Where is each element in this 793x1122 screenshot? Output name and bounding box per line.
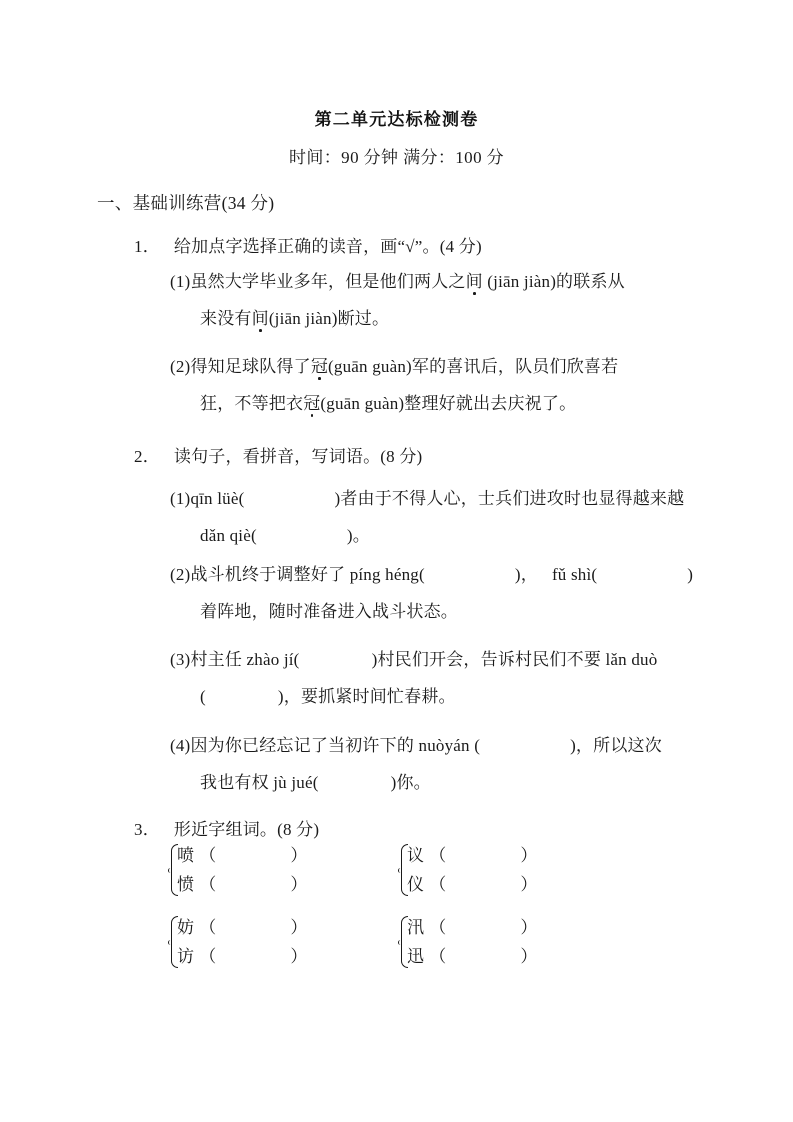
brace-row <box>168 913 708 971</box>
emphasis-char: 间 <box>252 304 269 329</box>
char-label: 喷 <box>177 846 195 865</box>
item-text: 村主任 <box>190 650 247 669</box>
question-1-number: 1． <box>134 237 160 256</box>
curly-brace-icon <box>398 841 407 899</box>
paren-close: )， <box>570 736 594 755</box>
question-2-item-2-line-1 <box>170 560 693 585</box>
question-1-prompt <box>134 232 482 257</box>
item-text: 我也有权 <box>200 773 274 792</box>
item-label: (1) <box>170 272 191 291</box>
paren-open: （ <box>199 947 217 966</box>
pinyin-hint: fǔ shì( <box>551 565 598 584</box>
paren-close: ) <box>371 650 378 669</box>
emphasis-char: 冠 <box>311 352 328 377</box>
brace-group <box>398 841 628 899</box>
brace-item <box>407 942 628 971</box>
item-text-tail: (jiān jiàn)断过。 <box>268 309 390 328</box>
char-label: 妨 <box>177 918 195 937</box>
paren-close: ） <box>520 846 538 865</box>
paren-close: ） <box>520 875 538 894</box>
brace-item <box>177 870 398 899</box>
brace-item <box>407 913 628 942</box>
pinyin-hint: dǎn qiè( <box>200 526 257 545</box>
item-text: 要抓紧时间忙春耕。 <box>300 687 456 706</box>
paren-open: （ <box>429 918 447 937</box>
curly-brace-icon <box>168 841 177 899</box>
paren-close: ) <box>334 489 341 508</box>
item-text-tail: (guān guàn)整理好就出去庆祝了。 <box>320 394 577 413</box>
item-text-tail: (jiān jiàn)的联系从 <box>482 272 625 291</box>
paren-open: （ <box>429 947 447 966</box>
char-label: 议 <box>407 846 425 865</box>
page-title: 第二单元达标检测卷 <box>314 110 479 130</box>
pinyin-hint: jù jué( <box>273 773 319 792</box>
item-text: 村民们开会，告诉村民们不要 <box>377 650 606 669</box>
paren-open: （ <box>429 846 447 865</box>
question-2-item-3-line-2 <box>200 682 456 707</box>
paren-close: )， <box>277 687 301 706</box>
paren-open: （ <box>429 875 447 894</box>
section-heading-basics: 一、基础训练营(34 分) <box>97 193 275 213</box>
exam-meta-line: 时间：90 分钟 满分：100 分 <box>288 148 505 167</box>
paren-close: ） <box>290 947 308 966</box>
pinyin-hint: lǎn duò <box>605 650 658 669</box>
question-1-item-2-line-2 <box>200 389 576 414</box>
char-label: 汛 <box>407 918 425 937</box>
paren-close: ) <box>390 773 397 792</box>
brace-group <box>168 841 398 899</box>
item-text: 战斗机终于调整好了 <box>190 565 350 584</box>
paren-open: （ <box>199 918 217 937</box>
item-label: (1) <box>170 489 191 508</box>
paren-close: ） <box>290 846 308 865</box>
paren-close: ) <box>687 565 694 584</box>
brace-item <box>407 841 628 870</box>
question-3-text: 形近字组词。(8 分) <box>173 820 320 839</box>
brace-item <box>177 913 398 942</box>
question-2-item-4-line-2 <box>200 768 431 793</box>
item-label: (4) <box>170 736 191 755</box>
item-text: 所以这次 <box>593 736 662 755</box>
question-1-item-1-line-2 <box>200 304 389 329</box>
pinyin-hint: píng héng( <box>349 565 425 584</box>
item-text-tail: (guān guàn)军的喜讯后，队员们欣喜若 <box>328 357 619 376</box>
question-2-number: 2． <box>134 447 160 466</box>
question-1-item-1-line-1 <box>170 267 625 292</box>
question-2-text: 读句子，看拼音，写词语。(8 分) <box>173 447 423 466</box>
paren-close: ） <box>520 947 538 966</box>
paren-close: )， <box>514 565 538 584</box>
question-3-prompt <box>134 815 319 840</box>
item-text: 你。 <box>396 773 431 792</box>
brace-group <box>168 913 398 971</box>
brace-row <box>168 841 708 899</box>
item-text: 者由于不得人心，士兵们进攻时也显得越来越 <box>340 489 685 508</box>
question-2-item-3-line-1 <box>170 645 657 670</box>
char-label: 愤 <box>177 875 195 894</box>
paren-open: （ <box>199 846 217 865</box>
char-label: 迅 <box>407 947 425 966</box>
question-1-text: 给加点字选择正确的读音，画“√”。(4 分) <box>173 237 482 256</box>
item-label: (3) <box>170 650 191 669</box>
item-text: 得知足球队得了 <box>190 357 311 376</box>
question-2-item-1-line-1 <box>170 484 684 509</box>
question-2-item-2-line-2: 着阵地，随时准备进入战斗状态。 <box>200 602 458 621</box>
pinyin-hint: zhào jí( <box>246 650 300 669</box>
brace-item <box>177 841 398 870</box>
item-label: (2) <box>170 357 191 376</box>
char-label: 仪 <box>407 875 425 894</box>
brace-group <box>398 913 628 971</box>
question-2-item-4-line-1 <box>170 731 662 756</box>
question-2-prompt <box>134 442 422 467</box>
question-3-number: 3． <box>134 820 160 839</box>
item-text: 来没有 <box>200 309 252 328</box>
emphasis-char: 间 <box>466 267 483 292</box>
emphasis-char: 冠 <box>303 389 320 414</box>
paren-close: ） <box>290 875 308 894</box>
paren-open: （ <box>199 875 217 894</box>
item-label: (2) <box>170 565 191 584</box>
pinyin-hint: nuòyán ( <box>418 736 481 755</box>
paren-close: ） <box>520 918 538 937</box>
pinyin-hint: qīn lüè( <box>190 489 245 508</box>
paren-close: ） <box>290 918 308 937</box>
paren-open: ( <box>200 687 206 706</box>
brace-item <box>407 870 628 899</box>
char-label: 访 <box>177 947 195 966</box>
item-text: 因为你已经忘记了当初许下的 <box>190 736 419 755</box>
item-text: 狂，不等把衣 <box>200 394 304 413</box>
question-2-item-1-line-2 <box>200 521 370 546</box>
curly-brace-icon <box>398 913 407 971</box>
curly-brace-icon <box>168 913 177 971</box>
question-1-item-2-line-1 <box>170 352 618 377</box>
brace-item <box>177 942 398 971</box>
question-3-brace-grid <box>168 841 708 985</box>
paren-close: )。 <box>346 526 370 545</box>
item-text: 虽然大学毕业多年，但是他们两人之 <box>190 272 466 291</box>
